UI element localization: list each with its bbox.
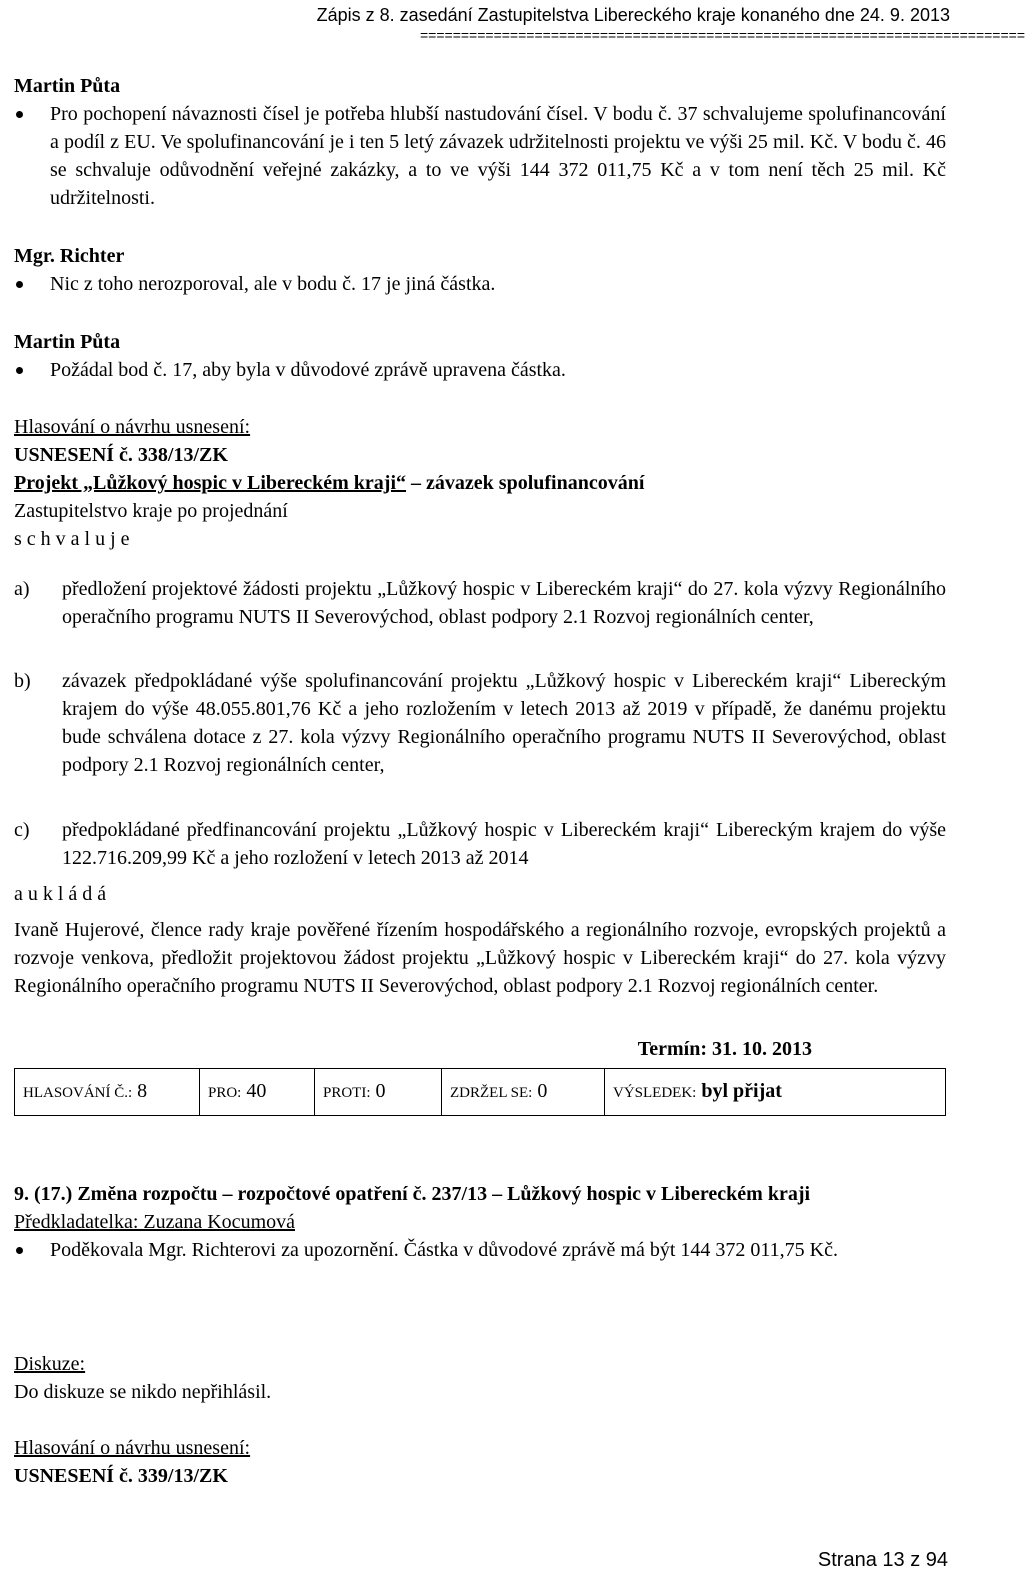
header-title: Zápis z 8. zasedání Zastupitelstva Libereckého kraje konaného dne 24. 9. 2013 <box>316 5 950 25</box>
item-label: c) <box>14 819 30 841</box>
discussion-text: Do diskuze se nikdo nepřihlásil. <box>14 1381 272 1403</box>
approves-keyword: s c h v a l u j e <box>14 528 130 550</box>
speaker-name: Martin Půta <box>14 331 121 353</box>
item-text: předpokládané předfinancování projektu „Lůžkový hospic v Libereckém kraji“ Libereckým krajem do výše 122.716.209,99 Kč a jeho rozložení v letech 2013 až 2014 <box>62 819 946 869</box>
resolution-number: USNESENÍ č. 339/13/ZK <box>14 1465 228 1487</box>
item-label: b) <box>14 670 31 692</box>
bullet-text: Pro pochopení návaznosti čísel je potřeba hlubší nastudování čísel. V bodu č. 37 schvalujeme spolufinancování a podíl z EU. Ve spolufinancování je i ten 5 letý závazek udržitelnosti projektu ve výši 25 mil. Kč. V bodu č. 46 se schvaluje odůvodnění veřejné zakázky, a to ve výši 144 372 011,75 Kč a v tom není těch 25 mil. Kč udržitelnosti. <box>14 100 946 212</box>
vote-for-cell: PRO: 40 <box>200 1069 315 1116</box>
bullet-text: Požádal bod č. 17, aby byla v důvodové zprávě upravena částka. <box>14 356 946 384</box>
deadline: Termín: 31. 10. 2013 <box>637 1038 812 1060</box>
resolution-item-c <box>14 816 946 872</box>
item-label: a) <box>14 578 30 600</box>
item-text: předložení projektové žádosti projektu „Lůžkový hospic v Libereckém kraji“ do 27. kola výzvy Regionálního operačního programu NUTS II Severovýchod, oblast podpory 2.1 Rozvoj regionálních center, <box>62 578 946 628</box>
vote-heading: Hlasování o návrhu usnesení: <box>14 416 251 438</box>
title-dash: – <box>406 472 427 494</box>
speaker-name: Martin Půta <box>14 75 121 97</box>
bullet-text: Poděkovala Mgr. Richterovi za upozornění. Částka v důvodové zprávě má být 144 372 011,75 Kč. <box>14 1236 946 1264</box>
vote-result-table <box>14 1068 946 1116</box>
resolution-item-a <box>14 575 946 631</box>
deadline-block <box>14 1035 946 1063</box>
agenda-item-9 <box>14 1180 946 1264</box>
resolution-338 <box>14 413 946 553</box>
resolution-number: USNESENÍ č. 338/13/ZK <box>14 444 228 466</box>
discussion-entry-1 <box>14 72 946 212</box>
presenter: Předkladatelka: Zuzana Kocumová <box>14 1211 295 1233</box>
discussion-heading: Diskuze: <box>14 1353 86 1375</box>
title-suffix: závazek spolufinancování <box>426 472 645 494</box>
task-text-block <box>14 916 946 1000</box>
resolution-intro: Zastupitelstvo kraje po projednání <box>14 500 288 522</box>
bullet-text: Nic z toho nerozporoval, ale v bodu č. 17 je jiná částka. <box>14 270 946 298</box>
task-text: Ivaně Hujerové, člence rady kraje pověřené řízením hospodářského a regionálního rozvoje, evropských projektů a rozvoje venkova, předložit projektovou žádost projektu „Lůžkový hospic v Libereckém kraji“ do 27. kola výzvy Regionálního operačního programu NUTS II Severovýchod, oblast podpory 2.1 Rozvoj regionálních center. <box>14 919 946 997</box>
page-number: Strana 13 z 94 <box>817 1549 948 1571</box>
discussion-entry-2 <box>14 242 946 298</box>
item-text: závazek předpokládané výše spolufinancování projektu „Lůžkový hospic v Libereckém kraji“ Libereckým krajem do výše 48.055.801,76 Kč a jeho rozložením v letech 2013 až 2019 v případě, že danému projektu bude schválena dotace z 27. kola výzvy Regionálního operačního programu NUTS II Severovýchod, oblast podpory 2.1 Rozvoj regionálních center, <box>62 670 946 776</box>
agenda-item-title: 9. (17.) Změna rozpočtu – rozpočtové opatření č. 237/13 – Lůžkový hospic v Libereckém kraji <box>14 1183 811 1205</box>
tasks-keyword: a u k l á d á <box>14 883 107 905</box>
discussion-entry-3 <box>14 328 946 384</box>
discussion-section <box>14 1350 946 1406</box>
vote-number-cell: HLASOVÁNÍ Č.: 8 <box>15 1069 200 1116</box>
vote-heading: Hlasování o návrhu usnesení: <box>14 1437 251 1459</box>
speaker-name: Mgr. Richter <box>14 245 125 267</box>
resolution-item-b <box>14 667 946 779</box>
project-name: Projekt „Lůžkový hospic v Libereckém kraji“ <box>14 472 407 494</box>
resolution-title <box>14 469 946 497</box>
vote-abstain-cell: ZDRŽEL SE: 0 <box>442 1069 605 1116</box>
tasks-section <box>14 880 946 908</box>
header-rule: ========================================================================== <box>420 27 1025 43</box>
resolution-339 <box>14 1434 946 1490</box>
vote-result-cell: VÝSLEDEK: byl přijat <box>605 1069 946 1116</box>
vote-against-cell: PROTI: 0 <box>315 1069 442 1116</box>
